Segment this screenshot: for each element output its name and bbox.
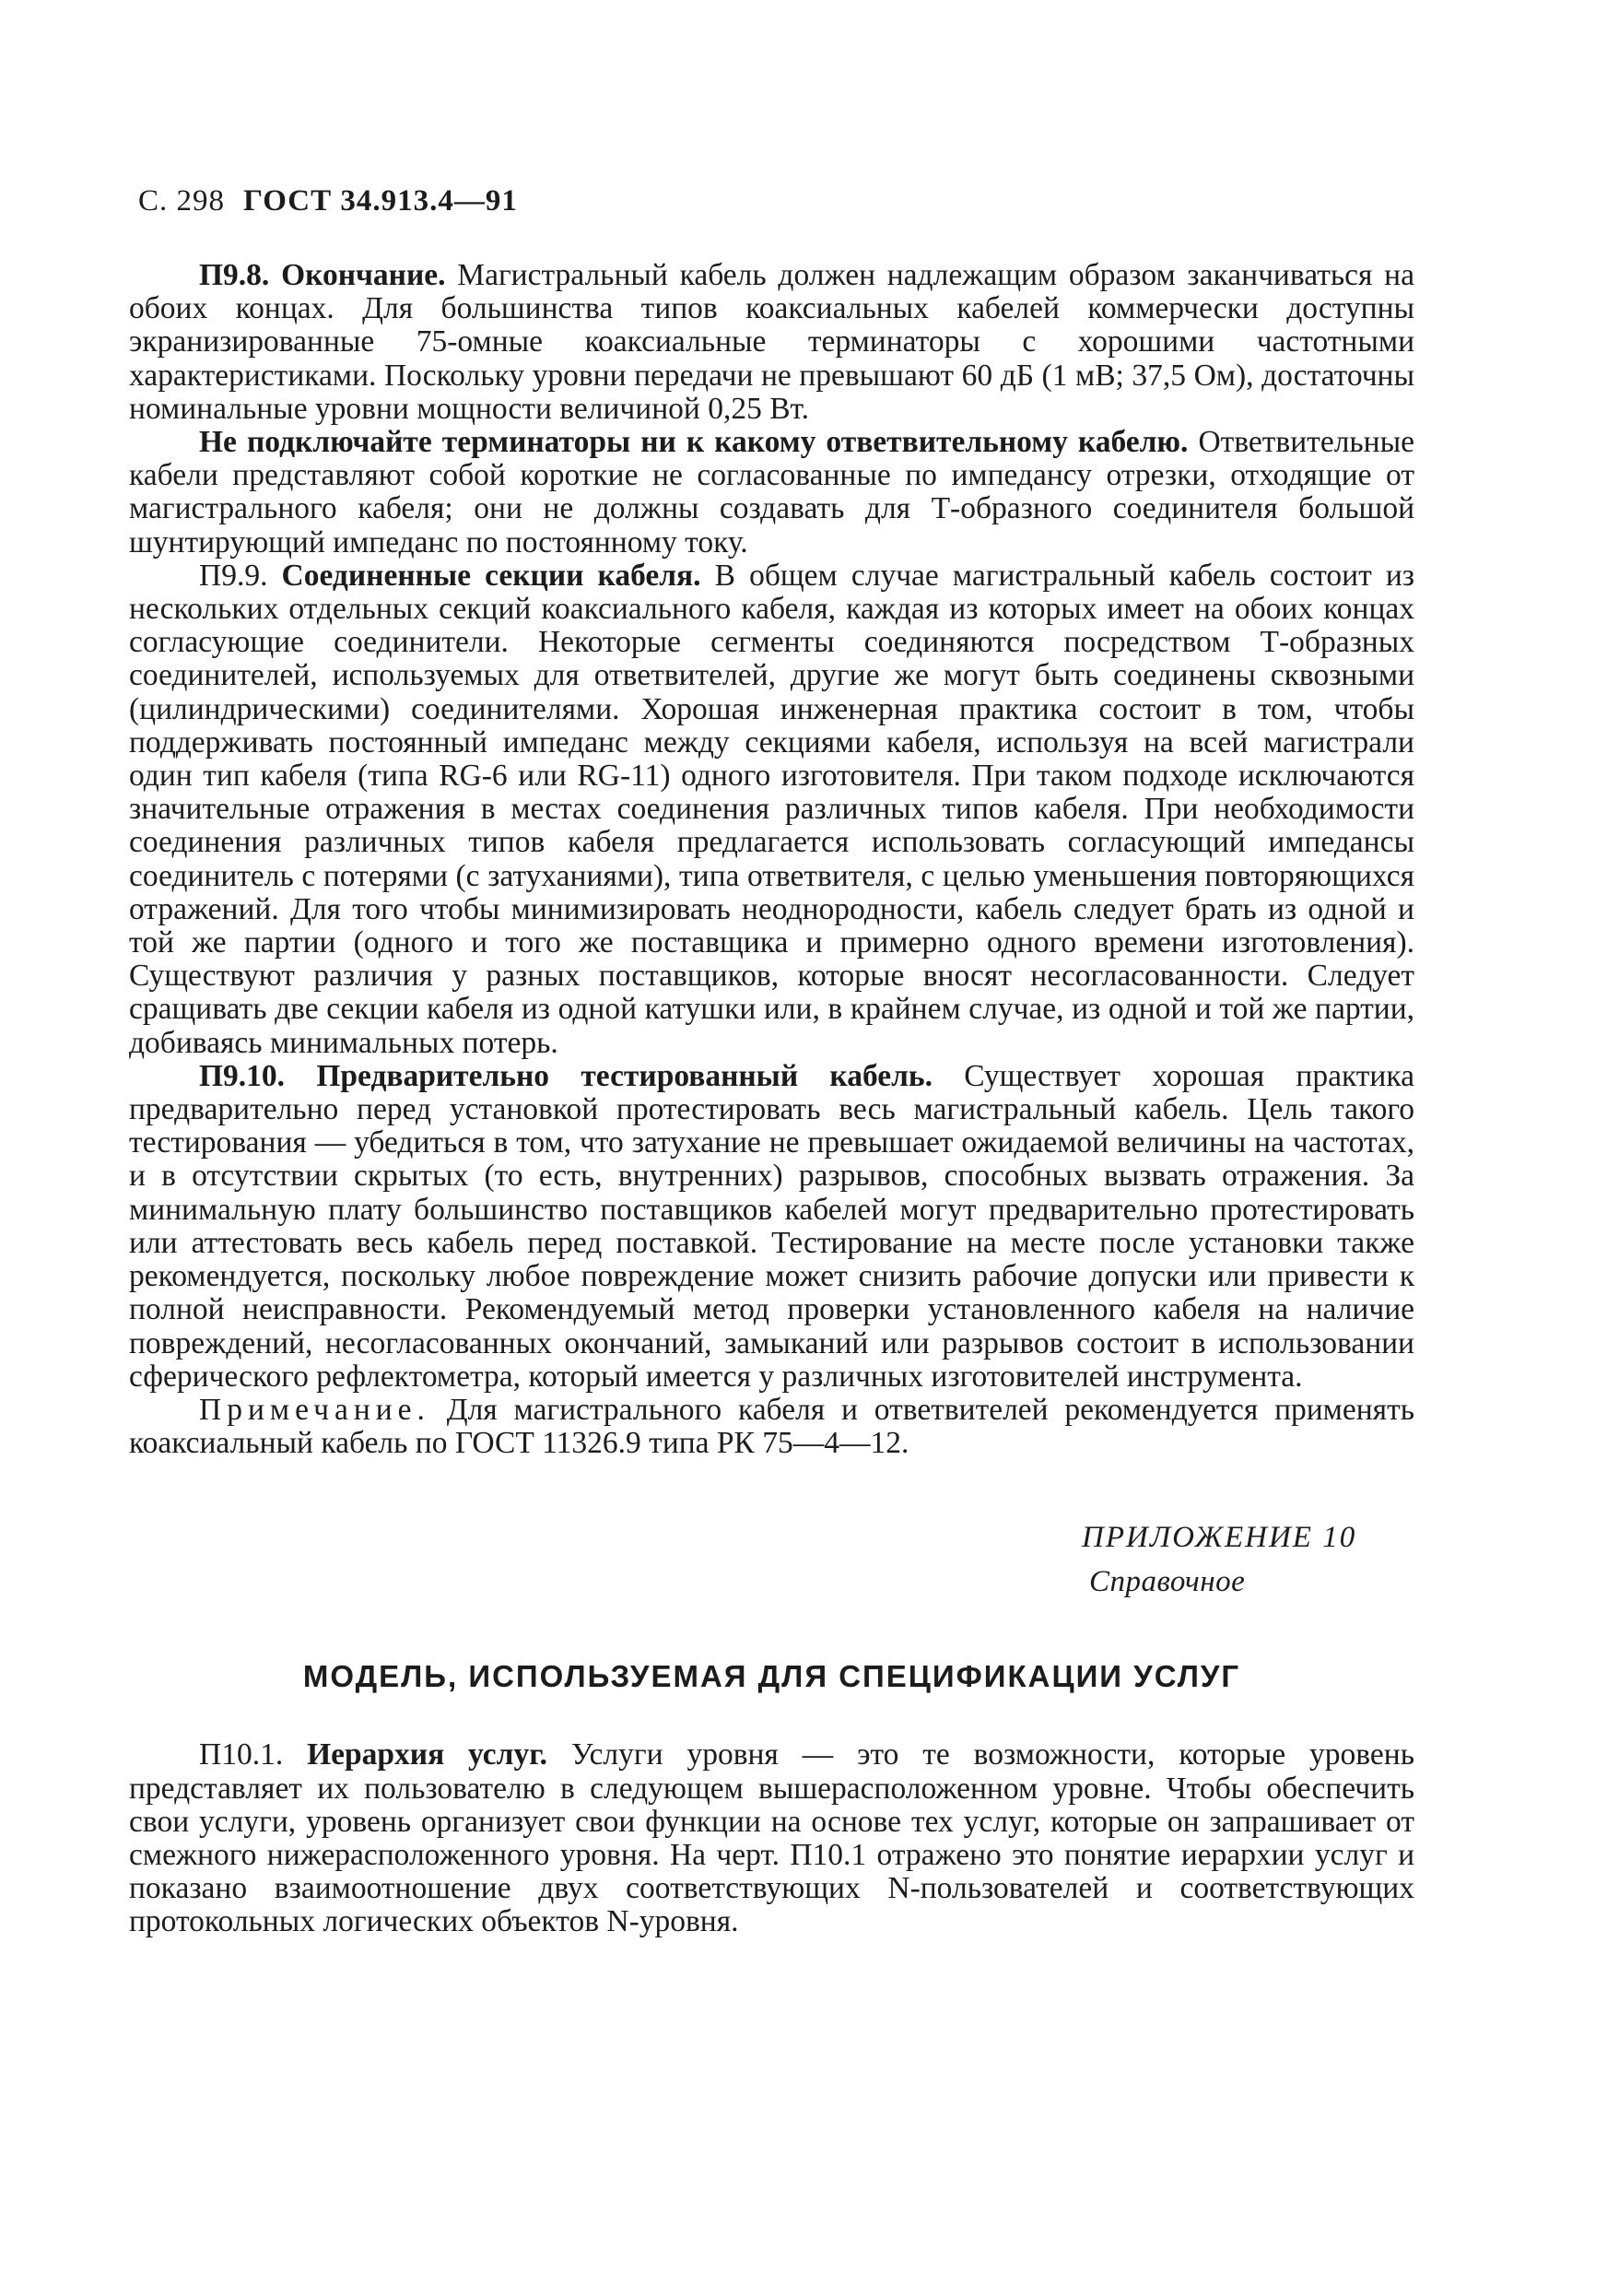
appendix-title: ПРИЛОЖЕНИЕ 10 xyxy=(1082,1521,1357,1555)
paragraph-text: Существует хорошая практика предварительно перед установкой протестировать весь магистральный кабель. Цель такого тестирования — убедиться в том, что затухание не превышает ожидаемой величины на частотах, и в отсутствии скрытых (то есть, внутренних) разрывов, способных вызвать отражения. За минимальную плату большинство поставщиков кабелей могут предварительно протестировать или аттестовать весь кабель перед поставкой. Тестирование на месте после установки также рекомендуется, поскольку любое повреждение может снизить рабочие допуски или привести к полной неисправности. Рекомендуемый метод проверки установленного кабеля на наличие повреждений, несогласованных окончаний, замыканий или разрывов состоит в использовании сферического рефлектометра, который имеется у различных изготовителей инструмента. xyxy=(129,1058,1414,1394)
paragraph-heading: П9.10. Предварительно тестированный кабель. xyxy=(199,1058,933,1093)
note-label: Примечание. xyxy=(199,1392,430,1427)
appendix-label xyxy=(1082,1515,1414,1604)
paragraph-number: П10.1. xyxy=(199,1737,284,1772)
page-number: С. 298 xyxy=(138,184,226,218)
paragraph-number: П9.9. xyxy=(199,558,268,593)
document-page xyxy=(129,184,1414,1939)
paragraph-p9-8 xyxy=(129,259,1414,426)
appendix-subtitle: Справочное xyxy=(1089,1565,1246,1599)
note-text: Для магистрального кабеля и ответвителей рекомендуется применять коаксиальный кабель по ГОСТ 11326.9 типа РК 75—4—12. xyxy=(129,1392,1414,1461)
paragraph-text: Ответвительные кабели представляют собой короткие не согласованные по импедансу отрезки, отходящие от магистрального кабеля; они не должны создавать для Т-образного соединителя большой шунтирующий импеданс по постоянному току. xyxy=(129,425,1414,559)
paragraph-text: Магистральный кабель должен надлежащим образом заканчиваться на обоих концах. Для большинства типов коаксиальных кабелей коммерчески доступны экранизированные 75-омные коаксиальные терминаторы с хорошими частотными характеристиками. Поскольку уровни передачи не превышают 60 дБ (1 мВ; 37,5 Ом), достаточны номинальные уровни мощности величиной 0,25 Вт. xyxy=(129,258,1414,426)
paragraph-text: В общем случае магистральный кабель состоит из нескольких отдельных секций коаксиального кабеля, каждая из которых имеет на обоих концах согласующие соединители. Некоторые сегменты соединяются посредством Т-образных соединителей, используемых для ответвителей, другие же могут быть соединены сквозными (цилиндрическими) соединителями. Хорошая инженерная практика состоит в том, чтобы поддерживать постоянный импеданс между секциями кабеля, используя на всей магистрали один тип кабеля (типа RG-6 или RG-11) одного изготовителя. При таком подходе исключаются значительные отражения в местах соединения различных типов кабеля. При необходимости соединения различных типов кабеля предлагается использовать согласующий импедансы соединитель с потерями (с затуханиями), типа ответвителя, с целью уменьшения повторяющихся отражений. Для того чтобы минимизировать неоднородности, кабель следует брать из одной и той же партии (одного и того же поставщика и примерно одного времени изготовления). Существуют различия у разных поставщиков, которые вносят несогласованности. Следует сращивать две секции кабеля из одной катушки или, в крайнем случае, из одной и той же партии, добиваясь минимальных потерь. xyxy=(129,558,1414,1060)
page-header xyxy=(138,184,1414,218)
section-title: МОДЕЛЬ, ИСПОЛЬЗУЕМАЯ ДЛЯ СПЕЦИФИКАЦИИ УСЛУГ xyxy=(302,1659,1241,1694)
paragraph-heading: Иерархия услуг. xyxy=(283,1737,547,1772)
paragraph-text: Услуги уровня — это те возможности, которые уровень представляет их пользователю в следующем вышерасположенном уровне. Чтобы обеспечить свои услуги, уровень организует свои функции на основе тех услуг, которые он запрашивает от смежного нижерасположенного уровня. На черт. П10.1 отражено это понятие иерархии услуг и показано взаимоотношение двух соответствующих N-пользователей и соответствующих протокольных логических объектов N-уровня. xyxy=(129,1737,1414,1939)
paragraph-p9-10 xyxy=(129,1060,1414,1394)
paragraph-heading: Соединенные секции кабеля. xyxy=(267,558,701,593)
paragraph-p10-1 xyxy=(129,1738,1414,1938)
paragraph-p9-8-warning xyxy=(129,426,1414,559)
standard-number: ГОСТ 34.913.4—91 xyxy=(243,184,518,218)
note-paragraph xyxy=(129,1394,1414,1460)
paragraph-heading: Не подключайте терминаторы ни к какому ответвительному кабелю. xyxy=(199,425,1189,460)
paragraph-heading: П9.8. Окончание. xyxy=(199,258,446,292)
paragraph-p9-9 xyxy=(129,559,1414,1060)
